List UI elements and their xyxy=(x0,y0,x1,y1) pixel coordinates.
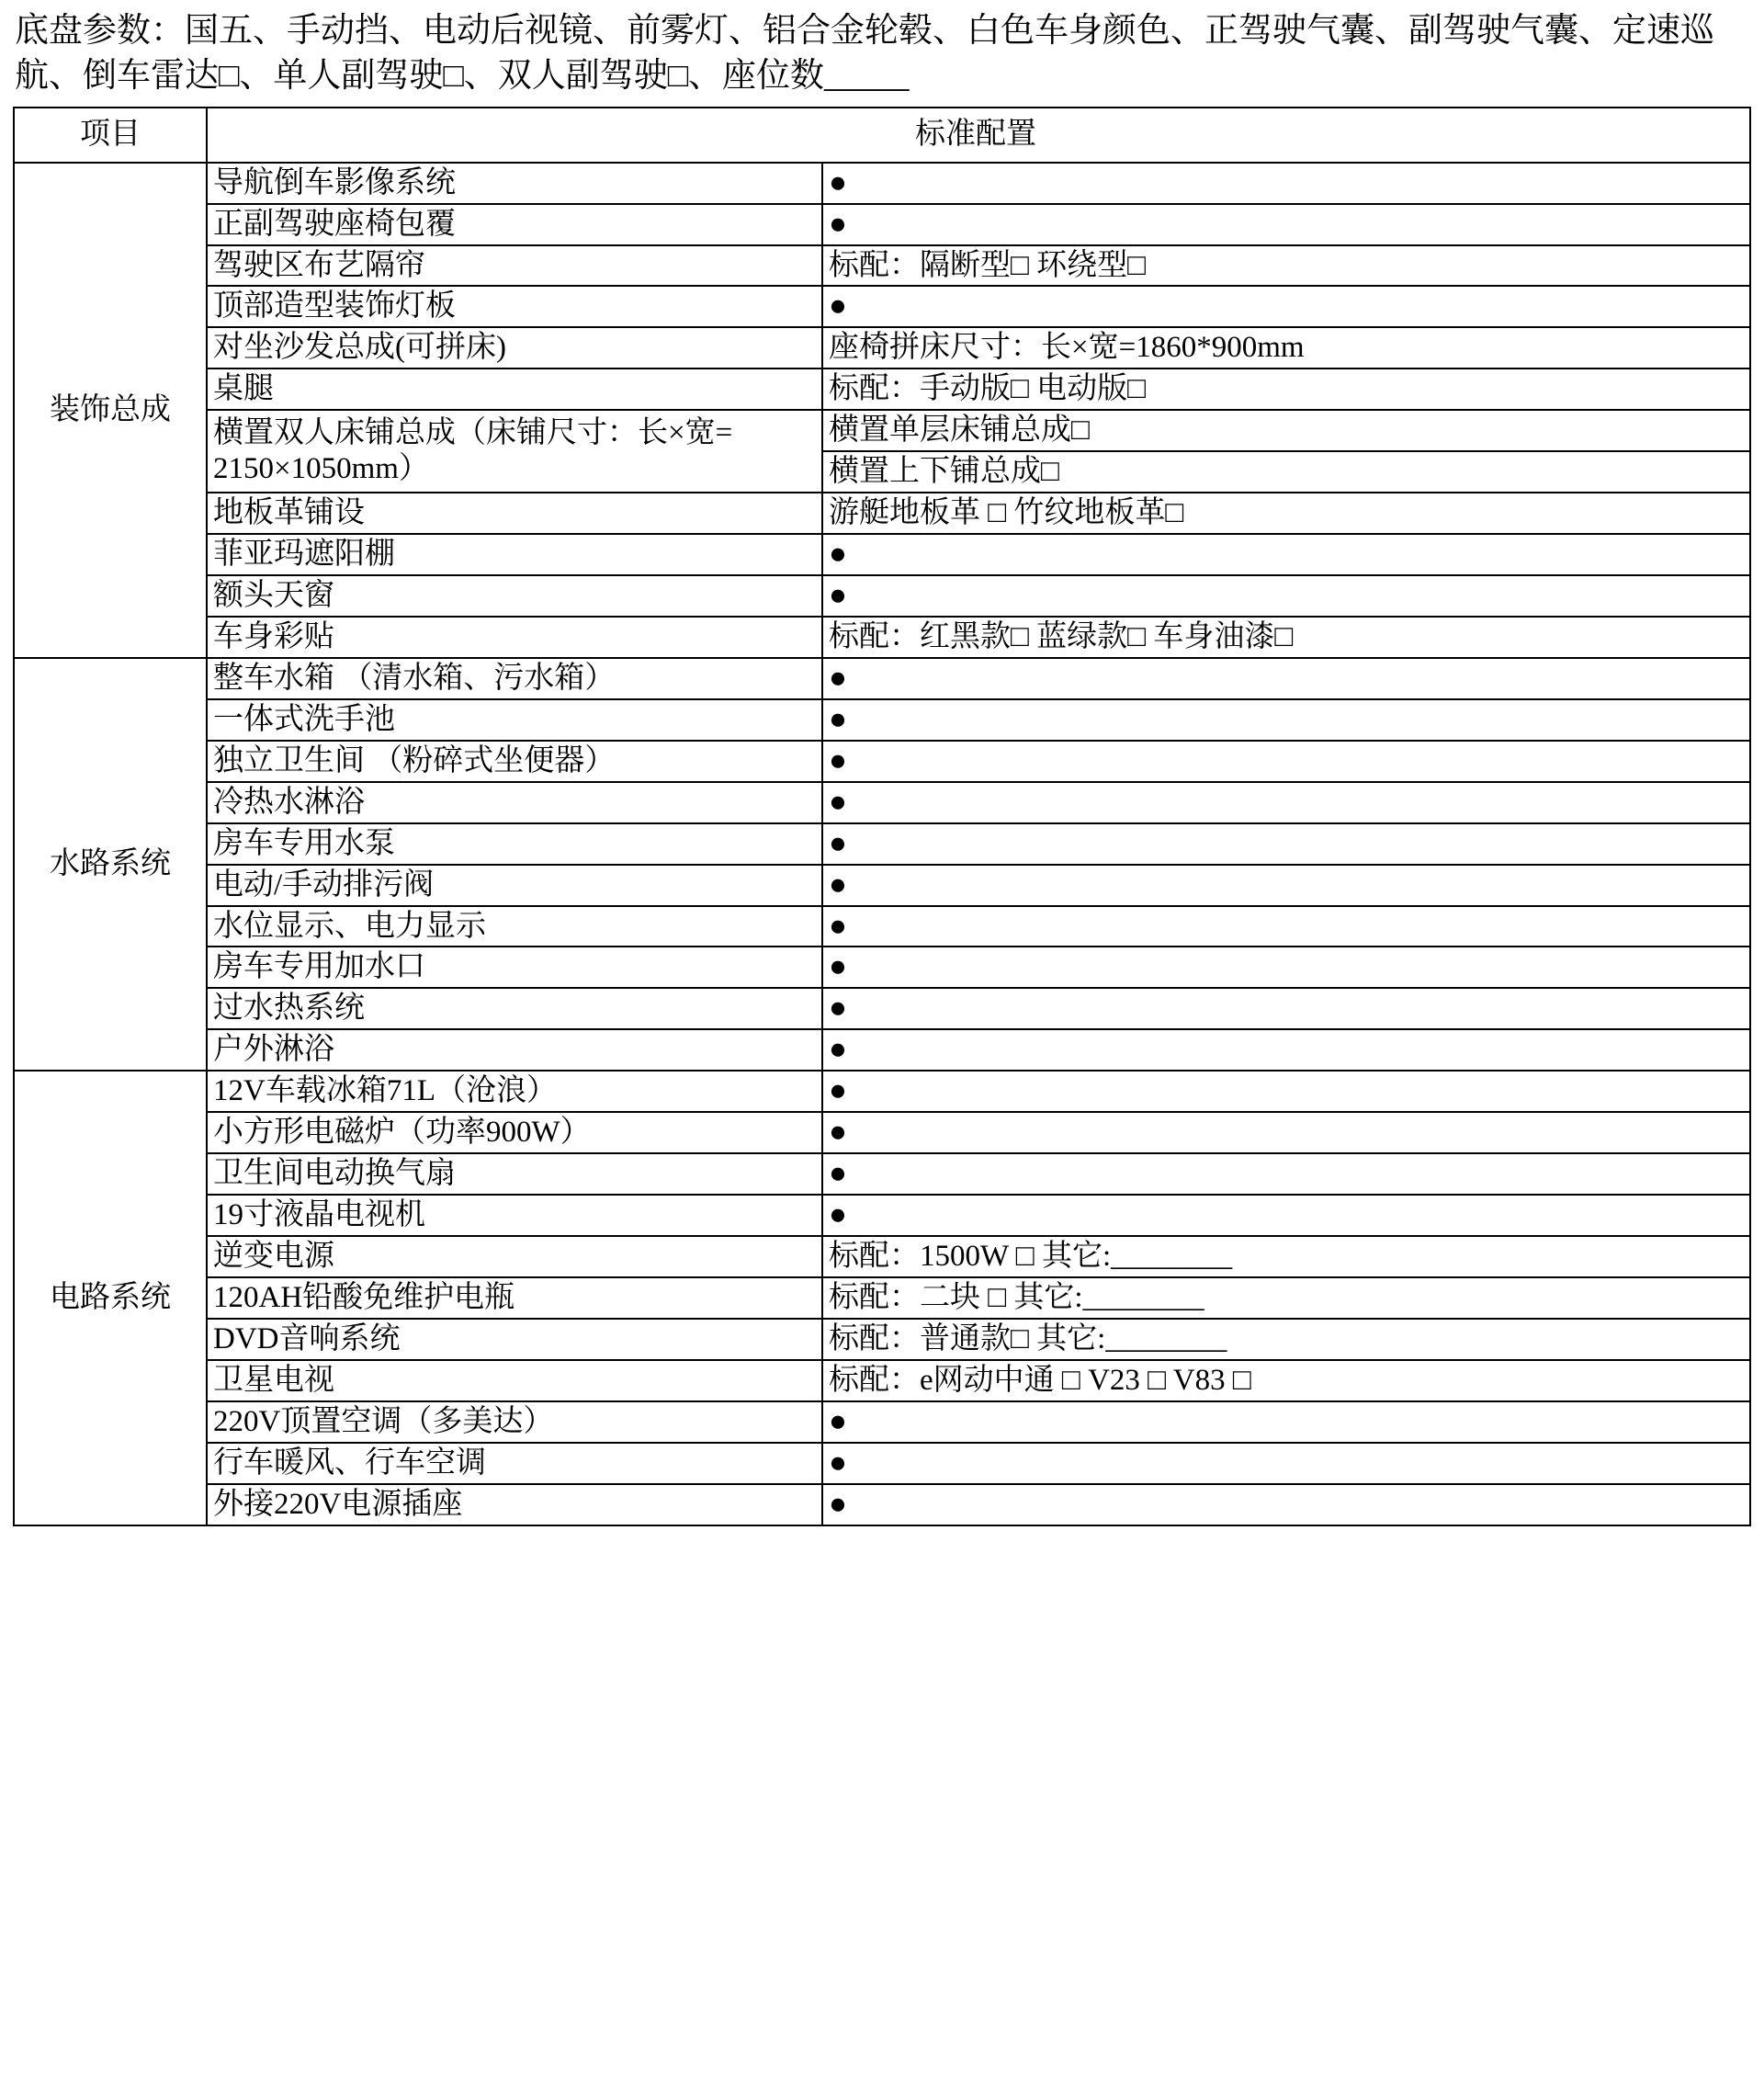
value-dot: ● xyxy=(822,1401,1750,1443)
item-label: 120AH铅酸免维护电瓶 xyxy=(207,1277,822,1319)
item-label: DVD音响系统 xyxy=(207,1319,822,1360)
table-row xyxy=(14,699,1750,741)
item-label: 一体式洗手池 xyxy=(207,699,822,741)
table-body xyxy=(14,108,1750,1525)
value-dot: ● xyxy=(822,782,1750,823)
table-row xyxy=(14,1401,1750,1443)
table-row xyxy=(14,575,1750,617)
value-dot: ● xyxy=(822,658,1750,699)
item-label: 逆变电源 xyxy=(207,1236,822,1277)
category-label-electric: 电路系统 xyxy=(14,1071,207,1525)
table-row xyxy=(14,1277,1750,1319)
table-row xyxy=(14,369,1750,410)
item-label: 卫星电视 xyxy=(207,1360,822,1401)
value-options[interactable]: 标配：1500W □ 其它:________ xyxy=(822,1236,1750,1277)
table-row xyxy=(14,1319,1750,1360)
table-row xyxy=(14,865,1750,906)
value-option-single-bed[interactable]: 横置单层床铺总成□ xyxy=(822,410,1750,451)
table-row xyxy=(14,617,1750,658)
table-row xyxy=(14,1029,1750,1071)
table-row xyxy=(14,658,1750,699)
value-options[interactable]: 标配：手动版□ 电动版□ xyxy=(822,369,1750,410)
value-dot: ● xyxy=(822,163,1750,204)
value-dot: ● xyxy=(822,1484,1750,1525)
table-row xyxy=(14,204,1750,245)
table-row xyxy=(14,410,1750,451)
item-label: 行车暖风、行车空调 xyxy=(207,1443,822,1484)
category-label-water: 水路系统 xyxy=(14,658,207,1071)
item-label: 水位显示、电力显示 xyxy=(207,906,822,947)
table-row xyxy=(14,1236,1750,1277)
table-row xyxy=(14,1360,1750,1401)
item-label: 横置双人床铺总成（床铺尺寸：长×宽= 2150×1050mm） xyxy=(207,410,822,493)
value-options[interactable]: 标配：红黑款□ 蓝绿款□ 车身油漆□ xyxy=(822,617,1750,658)
header-item: 项目 xyxy=(14,108,207,163)
item-label: 车身彩贴 xyxy=(207,617,822,658)
table-row xyxy=(14,1484,1750,1525)
value-dot: ● xyxy=(822,988,1750,1029)
value-dot: ● xyxy=(822,947,1750,988)
value-dot: ● xyxy=(822,204,1750,245)
item-label: 12V车载冰箱71L（沧浪） xyxy=(207,1071,822,1112)
table-row xyxy=(14,163,1750,204)
value-dot: ● xyxy=(822,1071,1750,1112)
header-standard-config: 标准配置 xyxy=(207,108,1750,163)
value-dot: ● xyxy=(822,534,1750,575)
item-label: 19寸液晶电视机 xyxy=(207,1195,822,1236)
table-row xyxy=(14,988,1750,1029)
item-label: 220V顶置空调（多美达） xyxy=(207,1401,822,1443)
item-label: 冷热水淋浴 xyxy=(207,782,822,823)
item-label: 菲亚玛遮阳棚 xyxy=(207,534,822,575)
value-options[interactable]: 标配：e网动中通 □ V23 □ V83 □ xyxy=(822,1360,1750,1401)
value-dot: ● xyxy=(822,1195,1750,1236)
item-label: 小方形电磁炉（功率900W） xyxy=(207,1112,822,1153)
value-dot: ● xyxy=(822,1443,1750,1484)
value-options[interactable]: 游艇地板革 □ 竹纹地板革□ xyxy=(822,493,1750,534)
item-label: 房车专用加水口 xyxy=(207,947,822,988)
table-row xyxy=(14,1195,1750,1236)
item-label: 导航倒车影像系统 xyxy=(207,163,822,204)
value-dot: ● xyxy=(822,575,1750,617)
item-label: 外接220V电源插座 xyxy=(207,1484,822,1525)
table-row xyxy=(14,286,1750,327)
value-dot: ● xyxy=(822,823,1750,865)
item-label: 房车专用水泵 xyxy=(207,823,822,865)
value-dot: ● xyxy=(822,906,1750,947)
table-row xyxy=(14,741,1750,782)
category-label-decor: 装饰总成 xyxy=(14,163,207,658)
table-row xyxy=(14,1153,1750,1195)
table-row xyxy=(14,534,1750,575)
value-dot: ● xyxy=(822,1112,1750,1153)
table-row xyxy=(14,906,1750,947)
item-label: 卫生间电动换气扇 xyxy=(207,1153,822,1195)
item-label: 电动/手动排污阀 xyxy=(207,865,822,906)
configuration-table xyxy=(13,107,1751,1526)
item-label: 驾驶区布艺隔帘 xyxy=(207,245,822,287)
item-label: 顶部造型装饰灯板 xyxy=(207,286,822,327)
item-label: 地板革铺设 xyxy=(207,493,822,534)
item-label: 户外淋浴 xyxy=(207,1029,822,1071)
value-option-bunk-bed[interactable]: 横置上下铺总成□ xyxy=(822,451,1750,493)
table-row xyxy=(14,1071,1750,1112)
value-dot: ● xyxy=(822,1029,1750,1071)
item-label: 正副驾驶座椅包覆 xyxy=(207,204,822,245)
table-row xyxy=(14,327,1750,369)
value-dot: ● xyxy=(822,286,1750,327)
table-row xyxy=(14,782,1750,823)
item-label: 整车水箱 （清水箱、污水箱） xyxy=(207,658,822,699)
value-options[interactable]: 标配：二块 □ 其它:________ xyxy=(822,1277,1750,1319)
table-row xyxy=(14,1443,1750,1484)
value-dot: ● xyxy=(822,741,1750,782)
table-row xyxy=(14,493,1750,534)
table-row xyxy=(14,1112,1750,1153)
table-row xyxy=(14,245,1750,287)
table-row xyxy=(14,823,1750,865)
value-options[interactable]: 标配：隔断型□ 环绕型□ xyxy=(822,245,1750,287)
item-label: 独立卫生间 （粉碎式坐便器） xyxy=(207,741,822,782)
table-header-row xyxy=(14,108,1750,163)
chassis-parameters-text: 底盘参数：国五、手动挡、电动后视镜、前雾灯、铝合金轮毂、白色车身颜色、正驾驶气囊、副驾驶气囊、定速巡航、倒车雷达□、单人副驾驶□、双人副驾驶□、座位数_____ xyxy=(15,12,1714,95)
item-label: 桌腿 xyxy=(207,369,822,410)
value-options[interactable]: 标配：普通款□ 其它:________ xyxy=(822,1319,1750,1360)
item-label: 额头天窗 xyxy=(207,575,822,617)
value-dot: ● xyxy=(822,1153,1750,1195)
item-label: 对坐沙发总成(可拼床) xyxy=(207,327,822,369)
item-label: 过水热系统 xyxy=(207,988,822,1029)
table-row xyxy=(14,947,1750,988)
value-dot: ● xyxy=(822,699,1750,741)
value-text: 座椅拼床尺寸：长×宽=1860*900mm xyxy=(822,327,1750,369)
value-dot: ● xyxy=(822,865,1750,906)
